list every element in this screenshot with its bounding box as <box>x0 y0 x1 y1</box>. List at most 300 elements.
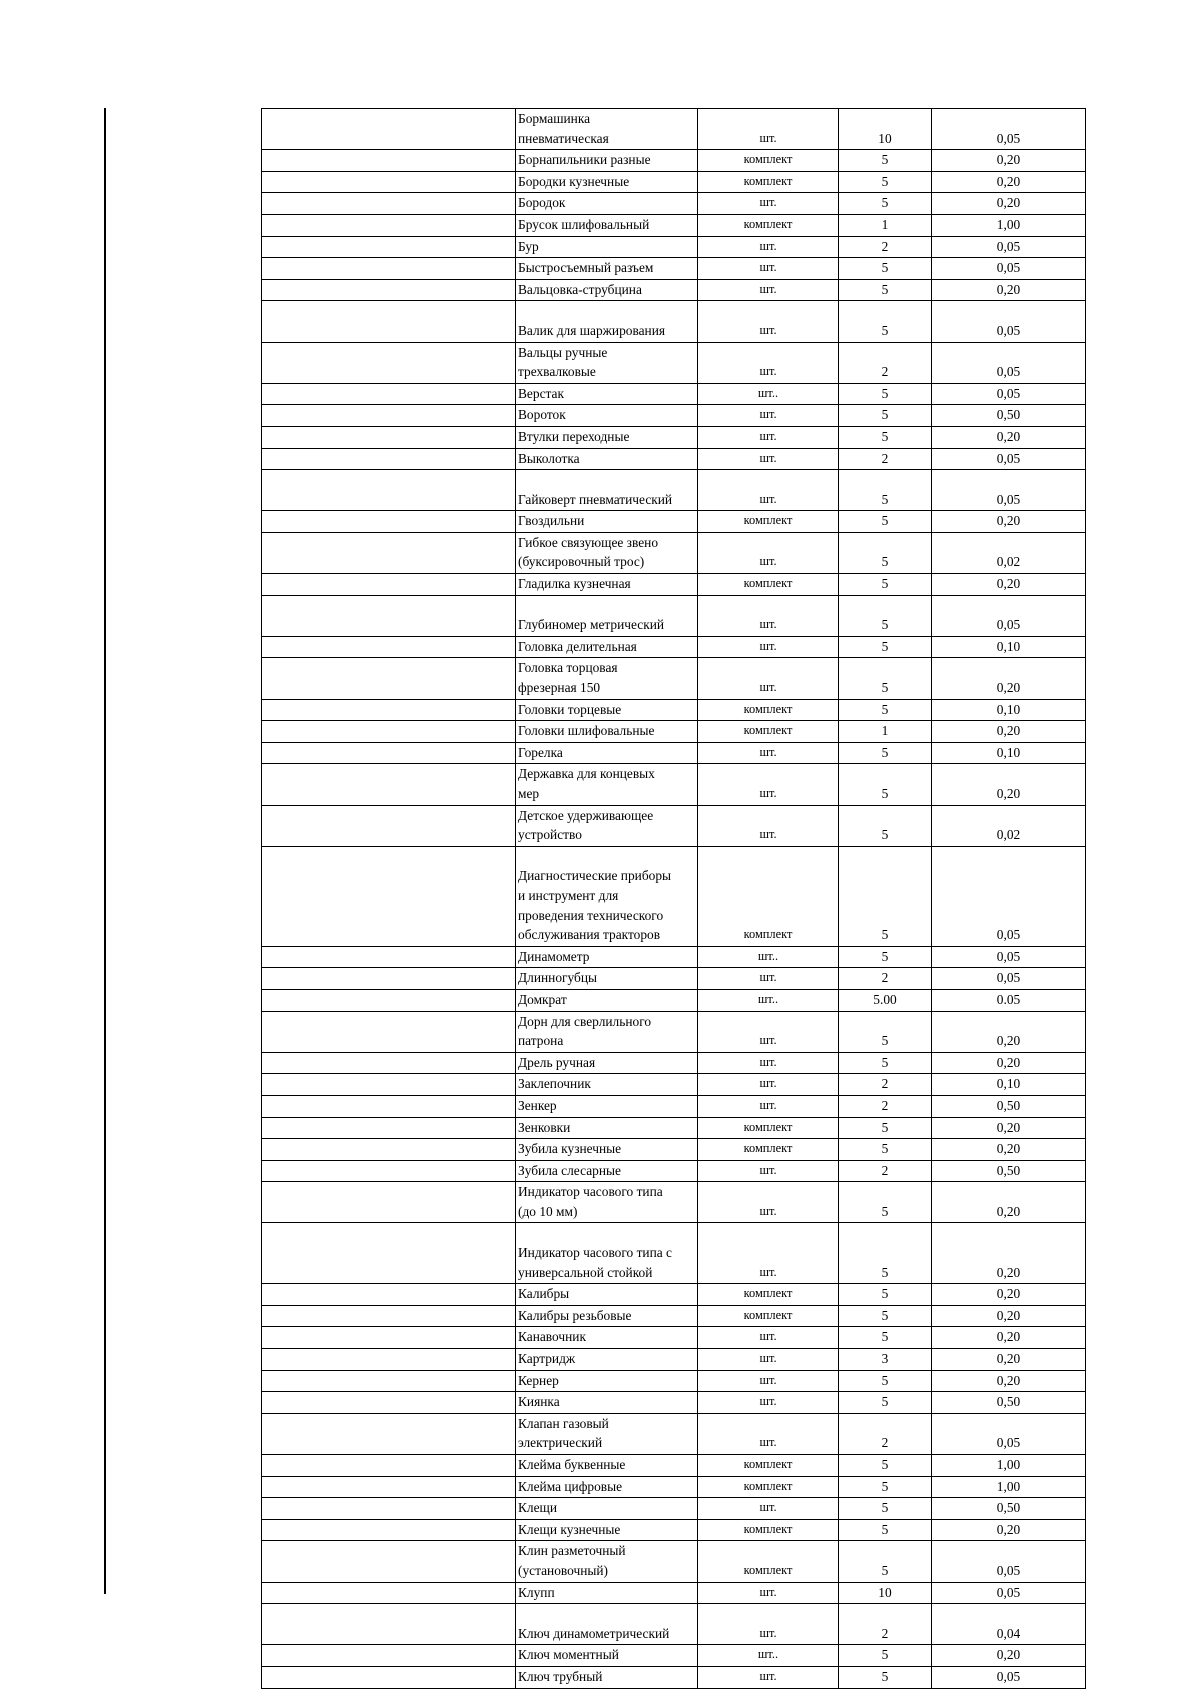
unit-cell: комплект <box>698 1541 839 1582</box>
empty-cell <box>262 946 516 968</box>
norm-cell: 0,20 <box>932 1645 1086 1667</box>
empty-cell <box>262 574 516 596</box>
quantity-cell: 5 <box>839 279 932 301</box>
norm-cell: 0,20 <box>932 1223 1086 1284</box>
table-row <box>262 258 1086 280</box>
quantity-cell: 5 <box>839 846 932 946</box>
table-row <box>262 1392 1086 1414</box>
norm-cell: 0,10 <box>932 699 1086 721</box>
quantity-cell: 5 <box>839 1139 932 1161</box>
item-name-cell: Бормашинка пневматическая <box>516 109 698 150</box>
unit-cell: шт. <box>698 448 839 470</box>
table-row <box>262 214 1086 236</box>
item-name-cell: Зенкер <box>516 1095 698 1117</box>
unit-cell: комплект <box>698 1139 839 1161</box>
unit-cell: шт. <box>698 636 839 658</box>
quantity-cell: 5 <box>839 946 932 968</box>
unit-cell: шт. <box>698 1095 839 1117</box>
empty-cell <box>262 742 516 764</box>
norm-cell: 0,05 <box>932 846 1086 946</box>
quantity-cell: 5 <box>839 658 932 699</box>
empty-cell <box>262 968 516 990</box>
item-name-cell: Клупп <box>516 1582 698 1604</box>
unit-cell: шт. <box>698 1052 839 1074</box>
quantity-cell: 5 <box>839 258 932 280</box>
empty-cell <box>262 1327 516 1349</box>
norm-cell: 0,50 <box>932 1392 1086 1414</box>
norm-cell: 0,05 <box>932 448 1086 470</box>
norm-cell: 0,50 <box>932 1160 1086 1182</box>
item-name-cell: Индикатор часового типа (до 10 мм) <box>516 1182 698 1223</box>
norm-cell: 0,20 <box>932 658 1086 699</box>
empty-cell <box>262 171 516 193</box>
norm-cell: 0,05 <box>932 470 1086 511</box>
norm-cell: 0,05 <box>932 301 1086 342</box>
item-name-cell: Гайковерт пневматический <box>516 470 698 511</box>
quantity-cell: 5 <box>839 511 932 533</box>
norm-cell: 0,05 <box>932 1541 1086 1582</box>
item-name-cell: Головка торцовая фрезерная 150 <box>516 658 698 699</box>
norm-cell: 0,20 <box>932 193 1086 215</box>
quantity-cell: 5 <box>839 193 932 215</box>
empty-cell <box>262 1223 516 1284</box>
norm-cell: 0,20 <box>932 1349 1086 1371</box>
table-row <box>262 426 1086 448</box>
norm-cell: 0,20 <box>932 1052 1086 1074</box>
norm-cell: 0,20 <box>932 574 1086 596</box>
quantity-cell: 5 <box>839 764 932 805</box>
unit-cell: шт. <box>698 342 839 383</box>
empty-cell <box>262 805 516 846</box>
norm-cell: 0,05 <box>932 595 1086 636</box>
quantity-cell: 5 <box>839 532 932 573</box>
unit-cell: комплект <box>698 214 839 236</box>
table-row <box>262 846 1086 946</box>
empty-cell <box>262 1370 516 1392</box>
table-row <box>262 721 1086 743</box>
norm-cell: 0,20 <box>932 279 1086 301</box>
unit-cell: шт.. <box>698 1645 839 1667</box>
empty-cell <box>262 1284 516 1306</box>
unit-cell: шт. <box>698 1582 839 1604</box>
quantity-cell: 5 <box>839 383 932 405</box>
norm-cell: 0,02 <box>932 532 1086 573</box>
table-row <box>262 1604 1086 1645</box>
table-row <box>262 405 1086 427</box>
quantity-cell: 5 <box>839 171 932 193</box>
table-row <box>262 636 1086 658</box>
quantity-cell: 5 <box>839 1498 932 1520</box>
item-name-cell: Дрель ручная <box>516 1052 698 1074</box>
table-row <box>262 1498 1086 1520</box>
quantity-cell: 5 <box>839 1284 932 1306</box>
quantity-cell: 5 <box>839 699 932 721</box>
unit-cell: комплект <box>698 1455 839 1477</box>
item-name-cell: Детское удерживающее устройство <box>516 805 698 846</box>
quantity-cell: 5 <box>839 636 932 658</box>
quantity-cell: 2 <box>839 448 932 470</box>
table-row <box>262 1541 1086 1582</box>
unit-cell: комплект <box>698 1284 839 1306</box>
table-row <box>262 574 1086 596</box>
quantity-cell: 5 <box>839 1455 932 1477</box>
quantity-cell: 5 <box>839 1541 932 1582</box>
unit-cell: комплект <box>698 171 839 193</box>
unit-cell: шт. <box>698 742 839 764</box>
item-name-cell: Клейма буквенные <box>516 1455 698 1477</box>
norm-cell: 1,00 <box>932 214 1086 236</box>
table-row <box>262 1139 1086 1161</box>
quantity-cell: 5 <box>839 470 932 511</box>
norm-cell: 1,00 <box>932 1455 1086 1477</box>
quantity-cell: 5 <box>839 1370 932 1392</box>
unit-cell: шт. <box>698 1011 839 1052</box>
empty-cell <box>262 1519 516 1541</box>
item-name-cell: Быстросъемный разъем <box>516 258 698 280</box>
quantity-cell: 5 <box>839 1052 932 1074</box>
unit-cell: шт. <box>698 1413 839 1454</box>
norm-cell: 0,20 <box>932 1327 1086 1349</box>
empty-cell <box>262 1666 516 1688</box>
table-row <box>262 383 1086 405</box>
quantity-cell: 5 <box>839 1117 932 1139</box>
table-row <box>262 1519 1086 1541</box>
norm-cell: 0,05 <box>932 946 1086 968</box>
table-row <box>262 1327 1086 1349</box>
unit-cell: шт. <box>698 258 839 280</box>
item-name-cell: Глубиномер метрический <box>516 595 698 636</box>
item-name-cell: Клапан газовый электрический <box>516 1413 698 1454</box>
quantity-cell: 2 <box>839 1095 932 1117</box>
item-name-cell: Верстак <box>516 383 698 405</box>
item-name-cell: Киянка <box>516 1392 698 1414</box>
quantity-cell: 5 <box>839 1476 932 1498</box>
unit-cell: комплект <box>698 846 839 946</box>
empty-cell <box>262 301 516 342</box>
unit-cell: шт. <box>698 236 839 258</box>
norm-cell: 0,50 <box>932 1498 1086 1520</box>
unit-cell: шт. <box>698 1666 839 1688</box>
table-row <box>262 946 1086 968</box>
table-row <box>262 236 1086 258</box>
empty-cell <box>262 426 516 448</box>
empty-cell <box>262 1095 516 1117</box>
quantity-cell: 5 <box>839 805 932 846</box>
table-row <box>262 1284 1086 1306</box>
norm-cell: 0,05 <box>932 1413 1086 1454</box>
unit-cell: шт. <box>698 1327 839 1349</box>
item-name-cell: Державка для концевых мер <box>516 764 698 805</box>
unit-cell: комплект <box>698 1305 839 1327</box>
unit-cell: шт. <box>698 405 839 427</box>
unit-cell: шт. <box>698 532 839 573</box>
item-name-cell: Ключ динамометрический <box>516 1604 698 1645</box>
norm-cell: 0,20 <box>932 1370 1086 1392</box>
unit-cell: шт. <box>698 764 839 805</box>
unit-cell: шт.. <box>698 946 839 968</box>
quantity-cell: 1 <box>839 214 932 236</box>
unit-cell: комплект <box>698 574 839 596</box>
item-name-cell: Бородок <box>516 193 698 215</box>
empty-cell <box>262 470 516 511</box>
unit-cell: шт. <box>698 1392 839 1414</box>
item-name-cell: Динамометр <box>516 946 698 968</box>
table-row <box>262 193 1086 215</box>
empty-cell <box>262 1582 516 1604</box>
unit-cell: шт.. <box>698 989 839 1011</box>
quantity-cell: 10 <box>839 1582 932 1604</box>
table-row <box>262 1645 1086 1667</box>
table-row <box>262 470 1086 511</box>
unit-cell: комплект <box>698 150 839 172</box>
unit-cell: шт. <box>698 193 839 215</box>
quantity-cell: 5 <box>839 1305 932 1327</box>
table-body <box>262 109 1086 1689</box>
empty-cell <box>262 258 516 280</box>
table-row <box>262 1455 1086 1477</box>
item-name-cell: Втулки переходные <box>516 426 698 448</box>
empty-cell <box>262 1160 516 1182</box>
quantity-cell: 5 <box>839 574 932 596</box>
item-name-cell: Вальцовка-струбцина <box>516 279 698 301</box>
quantity-cell: 2 <box>839 1074 932 1096</box>
unit-cell: комплект <box>698 1476 839 1498</box>
item-name-cell: Брусок шлифовальный <box>516 214 698 236</box>
item-name-cell: Дорн для сверлильного патрона <box>516 1011 698 1052</box>
norm-cell: 0.05 <box>932 989 1086 1011</box>
item-name-cell: Зубила кузнечные <box>516 1139 698 1161</box>
norm-cell: 0,10 <box>932 742 1086 764</box>
unit-cell: шт. <box>698 968 839 990</box>
norm-cell: 0,05 <box>932 342 1086 383</box>
norm-cell: 0,50 <box>932 1095 1086 1117</box>
item-name-cell: Диагностические приборы и инструмент для проведения технического обслуживания тракторов <box>516 846 698 946</box>
norm-cell: 0,20 <box>932 426 1086 448</box>
empty-cell <box>262 699 516 721</box>
table-row <box>262 699 1086 721</box>
table-row <box>262 1011 1086 1052</box>
item-name-cell: Клещи <box>516 1498 698 1520</box>
quantity-cell: 5 <box>839 301 932 342</box>
item-name-cell: Гладилка кузнечная <box>516 574 698 596</box>
item-name-cell: Зенковки <box>516 1117 698 1139</box>
empty-cell <box>262 1645 516 1667</box>
empty-cell <box>262 1074 516 1096</box>
item-name-cell: Горелка <box>516 742 698 764</box>
unit-cell: шт. <box>698 1604 839 1645</box>
item-name-cell: Клейма цифровые <box>516 1476 698 1498</box>
table-row <box>262 1052 1086 1074</box>
unit-cell: шт. <box>698 301 839 342</box>
quantity-cell: 5 <box>839 1011 932 1052</box>
item-name-cell: Ключ моментный <box>516 1645 698 1667</box>
norm-cell: 0,20 <box>932 1519 1086 1541</box>
item-name-cell: Бур <box>516 236 698 258</box>
unit-cell: шт. <box>698 805 839 846</box>
empty-cell <box>262 721 516 743</box>
empty-cell <box>262 448 516 470</box>
empty-cell <box>262 636 516 658</box>
empty-cell <box>262 1349 516 1371</box>
quantity-cell: 2 <box>839 1413 932 1454</box>
norm-cell: 0,10 <box>932 1074 1086 1096</box>
norm-cell: 0,10 <box>932 636 1086 658</box>
unit-cell: шт. <box>698 658 839 699</box>
item-name-cell: Головки шлифовальные <box>516 721 698 743</box>
quantity-cell: 5 <box>839 1327 932 1349</box>
left-margin-rule <box>104 108 106 1594</box>
empty-cell <box>262 1117 516 1139</box>
norm-cell: 0,20 <box>932 511 1086 533</box>
item-name-cell: Длинногубцы <box>516 968 698 990</box>
quantity-cell: 10 <box>839 109 932 150</box>
table-row <box>262 1160 1086 1182</box>
item-name-cell: Головки торцевые <box>516 699 698 721</box>
table-row <box>262 595 1086 636</box>
unit-cell: шт. <box>698 1160 839 1182</box>
quantity-cell: 5 <box>839 426 932 448</box>
norm-cell: 0,20 <box>932 1011 1086 1052</box>
item-name-cell: Гвоздильни <box>516 511 698 533</box>
table-row <box>262 1349 1086 1371</box>
unit-cell: шт. <box>698 1498 839 1520</box>
empty-cell <box>262 1139 516 1161</box>
table-row <box>262 968 1086 990</box>
table-row <box>262 150 1086 172</box>
item-name-cell: Головка делительная <box>516 636 698 658</box>
norm-cell: 0,50 <box>932 405 1086 427</box>
empty-cell <box>262 193 516 215</box>
table-row <box>262 1223 1086 1284</box>
unit-cell: комплект <box>698 1117 839 1139</box>
item-name-cell: Индикатор часового типа с универсальной стойкой <box>516 1223 698 1284</box>
table-row <box>262 1476 1086 1498</box>
empty-cell <box>262 342 516 383</box>
table-row <box>262 342 1086 383</box>
unit-cell: шт. <box>698 595 839 636</box>
unit-cell: шт. <box>698 426 839 448</box>
unit-cell: шт.. <box>698 383 839 405</box>
norm-cell: 0,20 <box>932 1117 1086 1139</box>
item-name-cell: Заклепочник <box>516 1074 698 1096</box>
table-row <box>262 1370 1086 1392</box>
item-name-cell: Кернер <box>516 1370 698 1392</box>
empty-cell <box>262 1541 516 1582</box>
empty-cell <box>262 1604 516 1645</box>
norm-cell: 0,02 <box>932 805 1086 846</box>
inventory-table <box>261 108 1086 1689</box>
table-row <box>262 989 1086 1011</box>
norm-cell: 0,04 <box>932 1604 1086 1645</box>
item-name-cell: Зубила слесарные <box>516 1160 698 1182</box>
norm-cell: 0,05 <box>932 1666 1086 1688</box>
table-row <box>262 109 1086 150</box>
table-row <box>262 1074 1086 1096</box>
table-row <box>262 1666 1086 1688</box>
quantity-cell: 2 <box>839 968 932 990</box>
empty-cell <box>262 511 516 533</box>
item-name-cell: Выколотка <box>516 448 698 470</box>
empty-cell <box>262 236 516 258</box>
quantity-cell: 5 <box>839 150 932 172</box>
quantity-cell: 5 <box>839 1182 932 1223</box>
quantity-cell: 5 <box>839 1519 932 1541</box>
item-name-cell: Калибры резьбовые <box>516 1305 698 1327</box>
norm-cell: 0,20 <box>932 1284 1086 1306</box>
empty-cell <box>262 1455 516 1477</box>
quantity-cell: 2 <box>839 1604 932 1645</box>
table-row <box>262 279 1086 301</box>
table-row <box>262 742 1086 764</box>
quantity-cell: 5 <box>839 1666 932 1688</box>
table-row <box>262 1182 1086 1223</box>
quantity-cell: 5 <box>839 742 932 764</box>
quantity-cell: 5.00 <box>839 989 932 1011</box>
norm-cell: 0,05 <box>932 236 1086 258</box>
item-name-cell: Вальцы ручные трехвалковые <box>516 342 698 383</box>
quantity-cell: 1 <box>839 721 932 743</box>
empty-cell <box>262 764 516 805</box>
empty-cell <box>262 109 516 150</box>
empty-cell <box>262 1052 516 1074</box>
norm-cell: 0,05 <box>932 1582 1086 1604</box>
empty-cell <box>262 214 516 236</box>
empty-cell <box>262 1182 516 1223</box>
item-name-cell: Ключ трубный <box>516 1666 698 1688</box>
unit-cell: шт. <box>698 1370 839 1392</box>
norm-cell: 0,20 <box>932 1182 1086 1223</box>
quantity-cell: 5 <box>839 1223 932 1284</box>
item-name-cell: Калибры <box>516 1284 698 1306</box>
empty-cell <box>262 846 516 946</box>
unit-cell: шт. <box>698 279 839 301</box>
quantity-cell: 2 <box>839 342 932 383</box>
norm-cell: 0,05 <box>932 258 1086 280</box>
norm-cell: 0,05 <box>932 383 1086 405</box>
item-name-cell: Валик для шаржирования <box>516 301 698 342</box>
item-name-cell: Домкрат <box>516 989 698 1011</box>
table-row <box>262 532 1086 573</box>
unit-cell: шт. <box>698 1074 839 1096</box>
item-name-cell: Борнапильники разные <box>516 150 698 172</box>
table-row <box>262 1413 1086 1454</box>
empty-cell <box>262 405 516 427</box>
empty-cell <box>262 150 516 172</box>
norm-cell: 0,20 <box>932 171 1086 193</box>
table-row <box>262 171 1086 193</box>
unit-cell: комплект <box>698 699 839 721</box>
table-row <box>262 764 1086 805</box>
norm-cell: 1,00 <box>932 1476 1086 1498</box>
unit-cell: шт. <box>698 1182 839 1223</box>
item-name-cell: Гибкое связующее звено (буксировочный трос) <box>516 532 698 573</box>
empty-cell <box>262 1413 516 1454</box>
quantity-cell: 5 <box>839 405 932 427</box>
unit-cell: комплект <box>698 1519 839 1541</box>
table-row <box>262 658 1086 699</box>
unit-cell: шт. <box>698 109 839 150</box>
item-name-cell: Клещи кузнечные <box>516 1519 698 1541</box>
quantity-cell: 5 <box>839 1392 932 1414</box>
unit-cell: шт. <box>698 1349 839 1371</box>
item-name-cell: Картридж <box>516 1349 698 1371</box>
item-name-cell: Канавочник <box>516 1327 698 1349</box>
empty-cell <box>262 1498 516 1520</box>
table-row <box>262 805 1086 846</box>
quantity-cell: 2 <box>839 236 932 258</box>
norm-cell: 0,05 <box>932 968 1086 990</box>
table-row <box>262 511 1086 533</box>
